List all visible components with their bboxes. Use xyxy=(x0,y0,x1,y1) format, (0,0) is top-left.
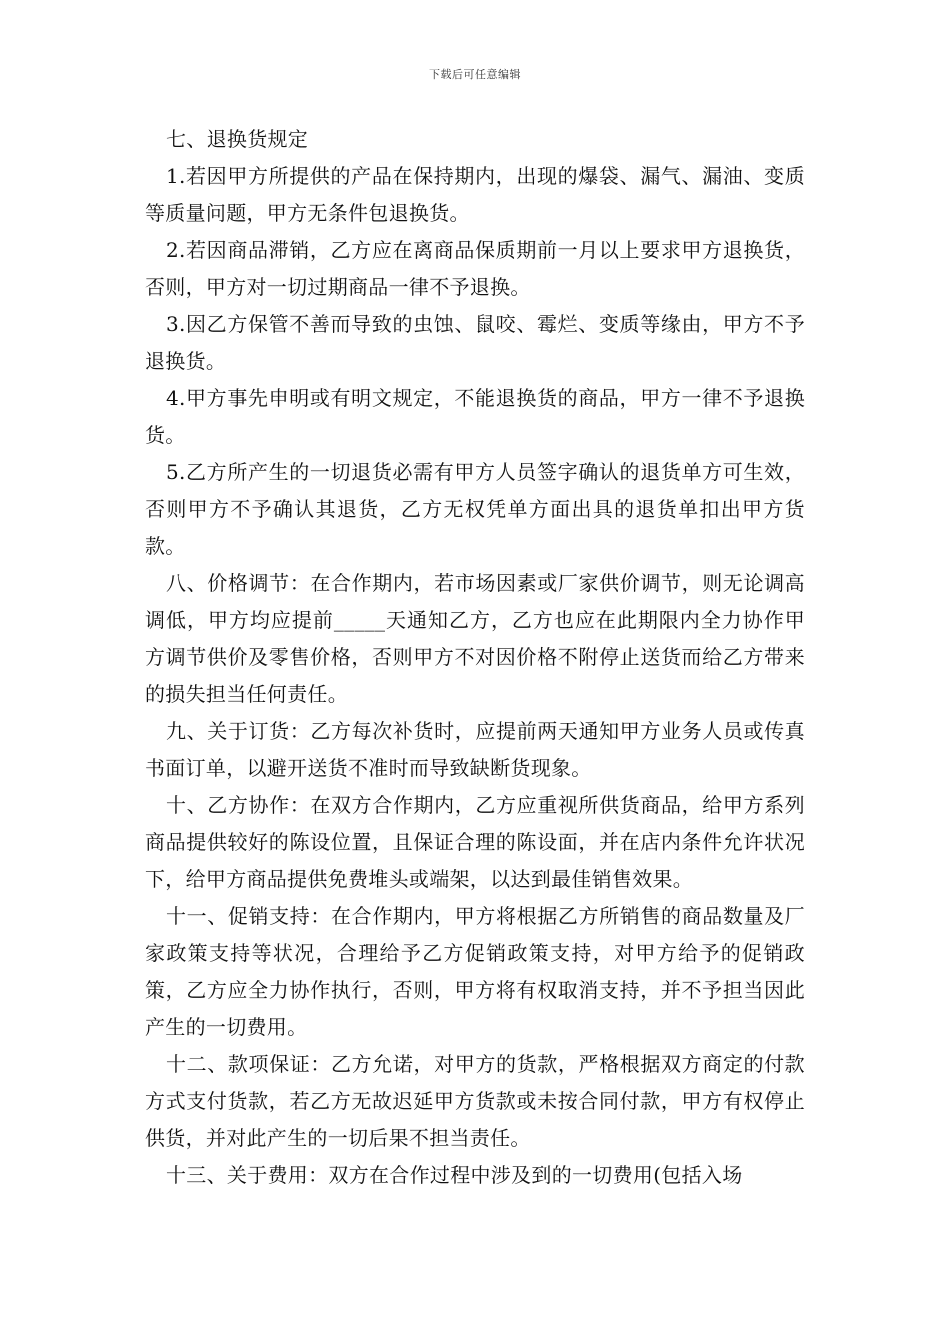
section-cooperation: 十、乙方协作：在双方合作期内，乙方应重视所供货商品，给甲方系列商品提供较好的陈设位置，且保证合理的陈设面，并在店内条件允许状况下，给甲方商品提供免费堆头或端架，以达到最佳销售效果。 xyxy=(145,793,805,891)
clause-return-4: 4.甲方事先申明或有明文规定，不能退换货的商品，甲方一律不予退换货。 xyxy=(145,386,805,447)
clause-return-2: 2.若因商品滞销，乙方应在离商品保质期前一月以上要求甲方退换货，否则，甲方对一切过期商品一律不予退换。 xyxy=(145,238,805,299)
clause-return-5: 5.乙方所产生的一切退货必需有甲方人员签字确认的退货单方可生效，否则甲方不予确认其退货，乙方无权凭单方面出具的退货单扣出甲方货款。 xyxy=(145,460,805,558)
clause-return-3: 3.因乙方保管不善而导致的虫蚀、鼠咬、霉烂、变质等缘由，甲方不予退换货。 xyxy=(145,312,805,373)
section-promotion-support: 十一、促销支持：在合作期内，甲方将根据乙方所销售的商品数量及厂家政策支持等状况，合理给予乙方促销政策支持，对甲方给予的促销政策，乙方应全力协作执行，否则，甲方将有权取消支持，并不予担当因此产生的一切费用。 xyxy=(145,904,805,1039)
clause-return-1: 1.若因甲方所提供的产品在保持期内，出现的爆袋、漏气、漏油、变质等质量问题，甲方无条件包退换货。 xyxy=(145,164,805,225)
section-price-adjustment: 八、价格调节：在合作期内，若市场因素或厂家供价调节，则无论调高调低，甲方均应提前_____天通知乙方，乙方也应在此期限内全力协作甲方调节供价及零售价格，否则甲方不对因价格不附停止送货而给乙方带来的损失担当任何责任。 xyxy=(145,571,805,706)
section-ordering: 九、关于订货：乙方每次补货时，应提前两天通知甲方业务人员或传真书面订单，以避开送货不准时而导致缺断货现象。 xyxy=(145,719,805,780)
page-header: 下载后可任意编辑 xyxy=(429,68,521,81)
section-fees: 十三、关于费用：双方在合作过程中涉及到的一切费用(包括入场 xyxy=(166,1163,743,1187)
section-payment-guarantee: 十二、款项保证：乙方允诺，对甲方的货款，严格根据双方商定的付款方式支付货款，若乙方无故迟延甲方货款或未按合同付款，甲方有权停止供货，并对此产生的一切后果不担当责任。 xyxy=(145,1052,805,1150)
document-body xyxy=(145,121,805,1194)
section-heading-returns: 七、退换货规定 xyxy=(166,127,309,151)
